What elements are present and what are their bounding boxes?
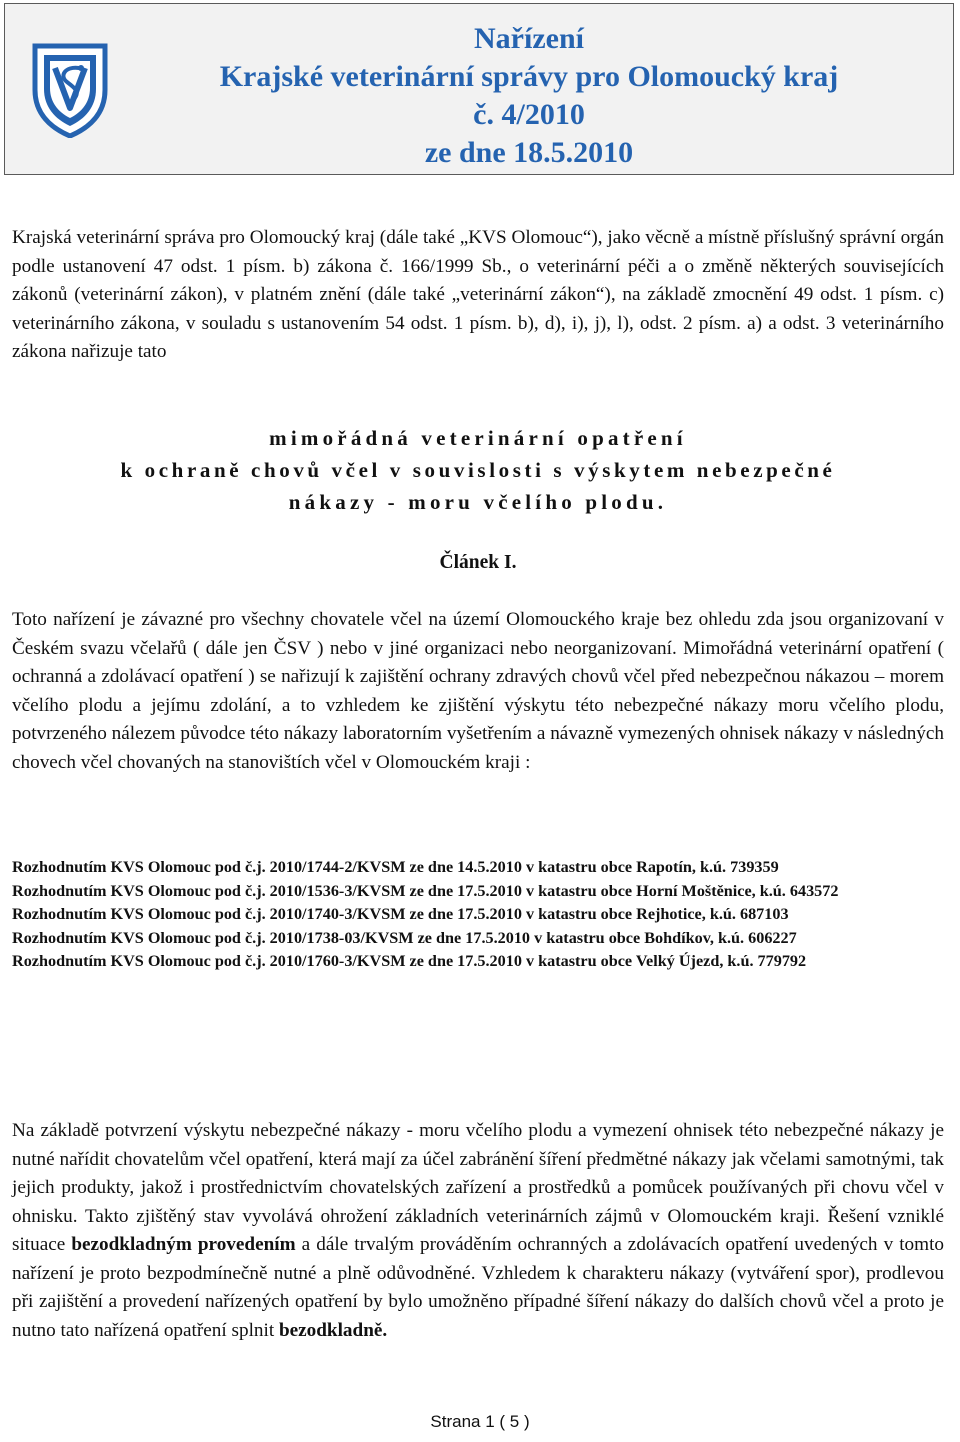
- veterinary-shield-logo-icon: [31, 42, 109, 138]
- decision-item: Rozhodnutím KVS Olomouc pod č.j. 2010/1760-3/KVSM ze dne 17.5.2010 v katastru obce Velký Újezd, k.ú. 779792: [12, 952, 807, 970]
- measures-line-2: k ochraně chovů včel v souvislosti s výskytem nebezpečné: [120, 458, 836, 482]
- justification-part-2: a dále trvalým prováděním ochranných a zdolávacích opatření uvedených v tomto nařízení je proto bezpodmínečně nutné a plně odůvodněné. Vzhledem k charakteru nákazy (vytváření spor), prodlevou při zajištění a provedení nařízených opatření by bylo umožněno případné šíření nákazy do dalších chovů včel a proto je nutno tato nařízená opatření splnit: [12, 1234, 944, 1341]
- article-paragraph: [12, 606, 944, 777]
- justification-bold-2: bezodkladně.: [278, 1319, 388, 1341]
- title-line-1: Nařízení: [474, 22, 584, 55]
- measures-heading: [12, 422, 944, 518]
- title-line-2: Krajské veterinární správy pro Olomoucký kraj: [219, 60, 839, 93]
- title-line-3: č. 4/2010: [473, 98, 585, 131]
- justification-text: [12, 1117, 944, 1345]
- measures-line-1: mimořádná veterinární opatření: [269, 426, 687, 450]
- page-number: Strana 1 ( 5 ): [430, 1412, 530, 1431]
- justification-paragraph: [12, 1117, 944, 1345]
- decree-title: [115, 20, 943, 172]
- article-heading: Článek I.: [439, 552, 517, 573]
- intro-text: Krajská veterinární správa pro Olomoucký kraj (dále také „KVS Olomouc“), jako věcně a místně příslušný správní orgán podle ustanovení 47 odst. 1 písm. b) zákona č. 166/1999 Sb., o veterinární péči a o změně některých souvisejících zákonů (veterinární zákon), v platném znění (dále také „veterinární zákon“), na základě zmocnění 49 odst. 1 písm. c) veterinárního zákona, v souladu s ustanovením 54 odst. 1 písm. b), d), i), j), l), odst. 2 písm. a) a odst. 3 veterinárního zákona nařizuje tato: [12, 227, 944, 362]
- decision-item: Rozhodnutím KVS Olomouc pod č.j. 2010/1740-3/KVSM ze dne 17.5.2010 v katastru obce Rejhotice, k.ú. 687103: [12, 905, 789, 923]
- title-line-4: ze dne 18.5.2010: [424, 136, 634, 169]
- decision-item: Rozhodnutím KVS Olomouc pod č.j. 2010/1738-03/KVSM ze dne 17.5.2010 v katastru obce Bohdíkov, k.ú. 606227: [12, 928, 797, 947]
- header-box: [4, 3, 954, 175]
- intro-paragraph: [12, 224, 944, 367]
- justification-part-1: Na základě potvrzení výskytu nebezpečné nákazy - moru včelího plodu a vymezení ohnisek této nebezpečné nákazy je nutné nařídit chovatelům včel opatření, která mají za účel zabránění šíření předmětné nákazy jak včelami samotnými, tak jejich produkty, jakož i prostřednictvím chovatelských zařízení a prostředků a pomůcek používaných při chovu včel v ohnisku. Takto zjištěný stav vyvolává ohrožení základních veterinárních zájmů v Olomouckém kraji. Řešení vzniklé situace: [12, 1120, 944, 1255]
- decisions-list: [12, 856, 944, 974]
- article-text: Toto nařízení je závazné pro všechny chovatele včel na území Olomouckého kraje bez ohledu zda jsou organizovaní v Českém svazu včelařů ( dále jen ČSV ) nebo v jiné organizaci nebo neorganizovaní. Mimořádná veterinární opatření ( ochranná a zdolávací opatření ) se nařizují k zajištění ochrany zdravých chovů včel před nebezpečnou nákazou – morem včelího plodu a jejímu zdolání, a to vzhledem ke zjištění výskytu této nebezpečné nákazy moru včelího plodu, potvrzeného nálezem původce této nákazy laboratorním vyšetřením a návazně vymezených ohnisek nákazy v následných chovech včel chovaných na stanovištích včel v Olomouckém kraji :: [12, 609, 944, 773]
- justification-bold-1: bezodkladným provedením: [71, 1234, 296, 1255]
- decision-item: Rozhodnutím KVS Olomouc pod č.j. 2010/1536-3/KVSM ze dne 17.5.2010 v katastru obce Horní Moštěnice, k.ú. 643572: [12, 881, 839, 900]
- decision-item: Rozhodnutím KVS Olomouc pod č.j. 2010/1744-2/KVSM ze dne 14.5.2010 v katastru obce Rapotín, k.ú. 739359: [12, 858, 779, 876]
- measures-line-3: nákazy - moru včelího plodu.: [288, 490, 668, 514]
